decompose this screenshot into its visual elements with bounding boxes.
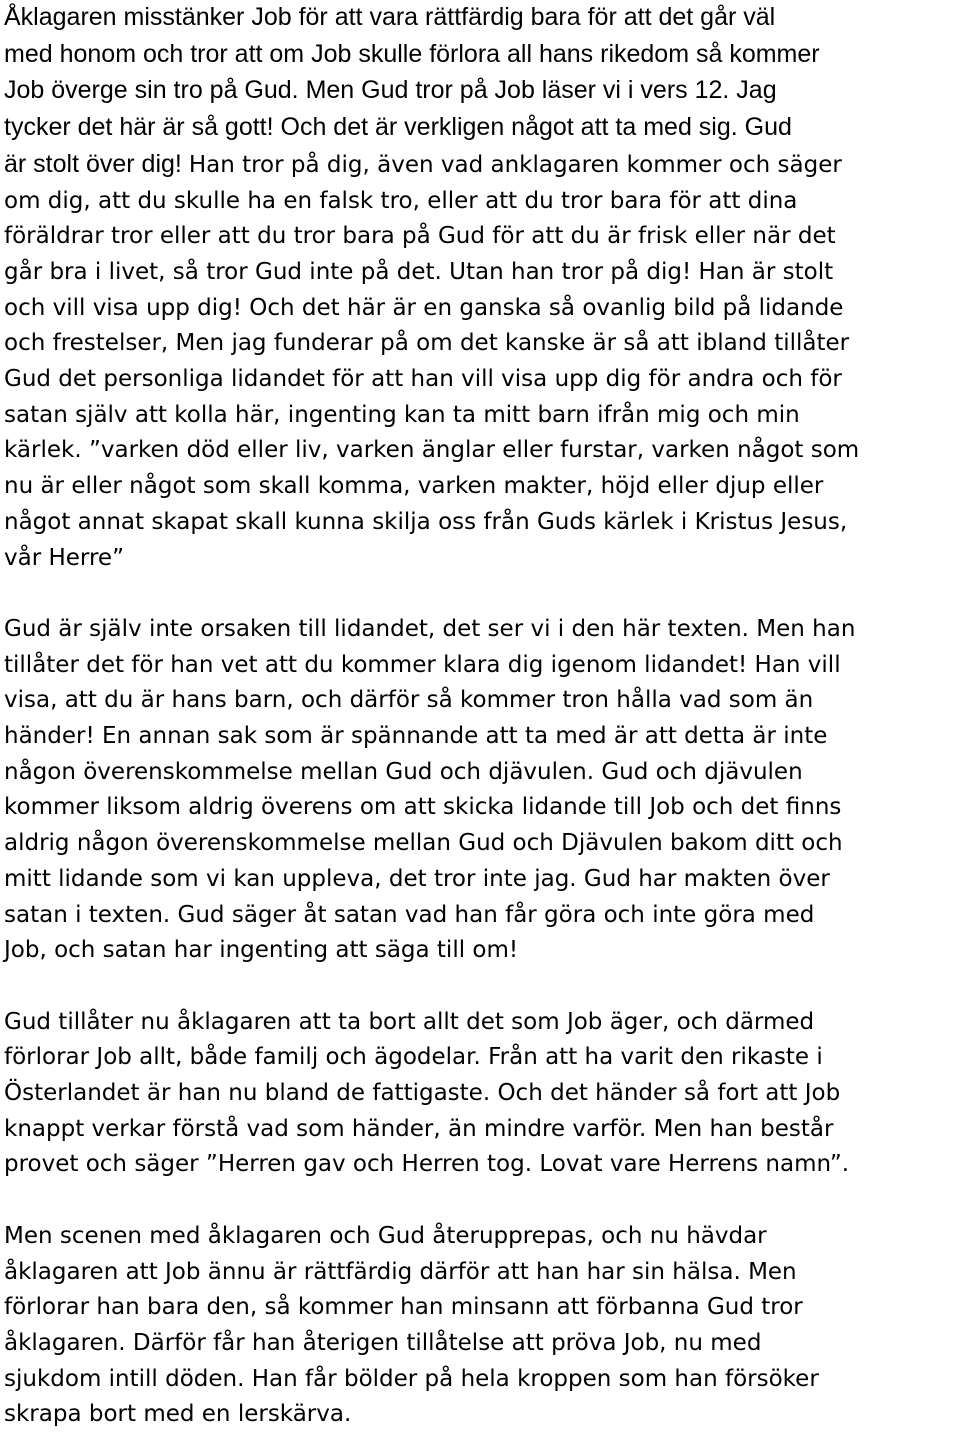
paragraph-2 — [4, 612, 956, 969]
text-line — [4, 541, 956, 577]
text-segment: provet och säger ”Herren gav och Herren tog. Lovat vare Herrens namn”. — [4, 1151, 850, 1178]
text-segment: mitt lidande som vi kan uppleva, det tror inte jag. Gud har makten över — [4, 865, 830, 892]
text-segment: förlorar Job allt, både familj och ägodelar. Från att ha varit den rikaste i — [4, 1044, 823, 1071]
text-segment: Gud det personliga lidandet för att han vill visa upp dig för andra och för — [4, 366, 842, 393]
text-line — [4, 326, 956, 362]
text-segment: någon överenskommelse mellan Gud och djävulen. Gud och djävulen — [4, 758, 803, 785]
text-line — [4, 1112, 956, 1148]
text-line — [4, 1040, 956, 1076]
text-segment: satan själv att kolla här, ingenting kan ta mitt barn ifrån mig och min — [4, 401, 800, 428]
text-line — [4, 37, 956, 74]
text-segment: tycker det här är så gott! Och det är verkligen något att ta med sig. Gud — [4, 113, 792, 142]
text-segment: Österlandet är han nu bland de fattigaste. Och det händer så fort att Job — [4, 1080, 841, 1107]
text-segment: sjukdom intill döden. Han får bölder på hela kroppen som han försöker — [4, 1365, 819, 1392]
text-segment: något annat skapat skall kunna skilja oss från Guds kärlek i Kristus Jesus, — [4, 508, 848, 535]
text-segment: aldrig någon överenskommelse mellan Gud och Djävulen bakom ditt och — [4, 830, 843, 857]
text-segment: knappt verkar förstå vad som händer, än mindre varför. Men han består — [4, 1115, 834, 1142]
text-line — [4, 219, 956, 255]
text-segment: Gud är själv inte orsaken till lidandet, det ser vi i den här texten. Men han — [4, 615, 856, 642]
text-line — [4, 719, 956, 755]
text-segment: satan i texten. Gud säger åt satan vad han får göra och inte göra med — [4, 901, 815, 928]
text-line — [4, 933, 956, 969]
text-line — [4, 755, 956, 791]
text-segment: tillåter det för han vet att du kommer klara dig igenom lidandet! Han vill — [4, 651, 841, 678]
text-segment: kommer liksom aldrig överens om att skicka lidande till Job och det finns — [4, 794, 842, 821]
text-segment: Gud tillåter nu åklagaren att ta bort allt det som Job äger, och därmed — [4, 1008, 815, 1035]
text-segment: om dig, att du skulle ha en falsk tro, eller att du tror bara för att dina — [4, 187, 798, 214]
text-segment: Job, och satan har ingenting att säga till om! — [4, 937, 519, 964]
text-line — [4, 110, 956, 147]
text-line — [4, 648, 956, 684]
text-segment: går bra i livet, så tror Gud inte på det. Utan han tror på dig! Han är stolt — [4, 258, 834, 285]
text-segment: skrapa bort med en lerskärva. — [4, 1401, 352, 1428]
text-segment: händer! En annan sak som är spännande att ta med är att detta är inte — [4, 723, 828, 750]
text-segment: Men scenen med åklagaren och Gud återupprepas, och nu hävdar — [4, 1222, 767, 1249]
text-line — [4, 1147, 956, 1183]
text-line — [4, 291, 956, 327]
text-line — [4, 898, 956, 934]
text-segment: föräldrar tror eller att du tror bara på Gud för att du är frisk eller när det — [4, 223, 836, 250]
paragraph-4 — [4, 1219, 956, 1433]
text-segment: är stolt över dig! — [4, 149, 189, 178]
text-line — [4, 826, 956, 862]
text-line — [4, 1005, 956, 1041]
paragraph-3 — [4, 1005, 956, 1184]
text-segment: kärlek. ”varken död eller liv, varken änglar eller furstar, varken något som — [4, 437, 860, 464]
text-segment: med honom och tror att om Job skulle förlora all hans rikedom så kommer — [4, 39, 820, 68]
text-segment: Job överge sin tro på Gud. Men Gud tror på Job läser vi i vers 12. Jag — [4, 76, 777, 105]
text-line — [4, 683, 956, 719]
text-line — [4, 1076, 956, 1112]
text-segment: och frestelser, Men jag funderar på om det kanske är så att ibland tillåter — [4, 330, 850, 357]
text-line — [4, 790, 956, 826]
text-line — [4, 1255, 956, 1291]
document-page — [4, 0, 956, 1433]
text-line — [4, 398, 956, 434]
text-segment: förlorar han bara den, så kommer han minsann att förbanna Gud tror — [4, 1294, 803, 1321]
text-line — [4, 0, 956, 37]
text-line — [4, 1290, 956, 1326]
text-segment: åklagaren att Job ännu är rättfärdig därför att han har sin hälsa. Men — [4, 1258, 797, 1285]
text-line — [4, 433, 956, 469]
text-segment: och vill visa upp dig! Och det här är en ganska så ovanlig bild på lidande — [4, 294, 844, 321]
text-line — [4, 505, 956, 541]
text-line — [4, 1397, 956, 1433]
text-segment: visa, att du är hans barn, och därför så kommer tron hålla vad som än — [4, 687, 814, 714]
text-segment: vår Herre” — [4, 544, 124, 571]
text-line — [4, 1326, 956, 1362]
text-line — [4, 362, 956, 398]
text-segment: Åklagaren misstänker Job för att vara rättfärdig bara för att det går väl — [4, 3, 776, 31]
text-segment: åklagaren. Därför får han återigen tillåtelse att pröva Job, nu med — [4, 1329, 762, 1356]
text-line — [4, 255, 956, 291]
text-line — [4, 862, 956, 898]
text-line — [4, 147, 956, 184]
paragraph-1 — [4, 0, 956, 576]
text-line — [4, 1362, 956, 1398]
text-line — [4, 73, 956, 110]
text-segment: Han tror på dig, även vad anklagaren kommer och säger — [188, 151, 842, 178]
text-line — [4, 469, 956, 505]
text-line — [4, 1219, 956, 1255]
text-line — [4, 612, 956, 648]
paragraph-gap — [4, 1183, 956, 1219]
paragraph-gap — [4, 969, 956, 1005]
text-line — [4, 184, 956, 220]
text-segment: nu är eller något som skall komma, varken makter, höjd eller djup eller — [4, 473, 824, 500]
paragraph-gap — [4, 576, 956, 612]
